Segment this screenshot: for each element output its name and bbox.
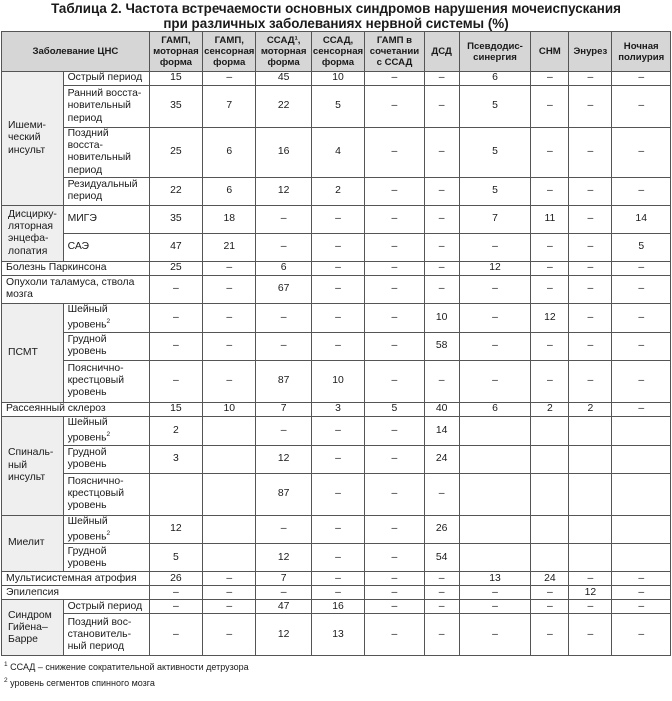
table-cell: –: [612, 128, 671, 178]
table-cell: –: [365, 473, 425, 515]
table-cell: –: [311, 332, 364, 360]
table-cell: 2: [531, 402, 569, 416]
table-cell: 12: [149, 515, 202, 544]
row-label: МИГЭ: [63, 205, 149, 233]
table-cell: 35: [149, 86, 202, 128]
table-cell: –: [203, 261, 256, 275]
table-cell: 12: [531, 303, 569, 332]
table-cell: –: [311, 416, 364, 445]
table-cell: 6: [459, 72, 531, 86]
table-cell: 15: [149, 402, 202, 416]
table-cell: 6: [459, 402, 531, 416]
table-cell: 18: [203, 205, 256, 233]
row-label: Острый период: [63, 600, 149, 614]
table-cell: –: [149, 360, 202, 402]
table-cell: –: [459, 600, 531, 614]
table-cell: –: [149, 332, 202, 360]
table-cell: –: [256, 416, 311, 445]
table-row: [2, 86, 671, 128]
table-cell: –: [203, 600, 256, 614]
table-cell: –: [531, 614, 569, 656]
row-label: Шейный уровень$^2$: [63, 303, 149, 332]
table-cell: –: [365, 515, 425, 544]
table-cell: –: [569, 233, 612, 261]
table-cell: 26: [424, 515, 459, 544]
table-cell: –: [612, 614, 671, 656]
table-cell: –: [203, 586, 256, 600]
table-row: [2, 72, 671, 86]
table-cell: [569, 445, 612, 473]
table-cell: –: [256, 205, 311, 233]
table-cell: [459, 515, 531, 544]
table-row: [2, 445, 671, 473]
table-cell: –: [569, 72, 612, 86]
table-cell: –: [569, 303, 612, 332]
table-cell: 16: [311, 600, 364, 614]
table-row: [2, 515, 671, 544]
table-cell: –: [531, 86, 569, 128]
row-label: Шейный уровень$^2$: [63, 416, 149, 445]
table-cell: –: [459, 586, 531, 600]
table-cell: 16: [256, 128, 311, 178]
table-cell: [203, 416, 256, 445]
row-label: Болезнь Паркинсона: [2, 261, 150, 275]
row-label: Мультисистемная атрофия: [2, 572, 150, 586]
table-cell: –: [531, 233, 569, 261]
table-cell: 58: [424, 332, 459, 360]
table-cell: 12: [256, 544, 311, 572]
table-cell: 5: [459, 177, 531, 205]
row-label: Резидуальный период: [63, 177, 149, 205]
table-cell: [531, 445, 569, 473]
row-label: Грудной уровень: [63, 544, 149, 572]
table-cell: –: [612, 586, 671, 600]
table-cell: –: [365, 416, 425, 445]
row-label: Грудной уровень: [63, 445, 149, 473]
table-cell: 47: [256, 600, 311, 614]
table-cell: 6: [203, 177, 256, 205]
footnote-mark: 2: [106, 529, 111, 537]
table-cell: –: [203, 360, 256, 402]
table-cell: 22: [256, 86, 311, 128]
table-cell: –: [256, 586, 311, 600]
table-cell: –: [569, 261, 612, 275]
table-cell: –: [311, 303, 364, 332]
table-row: [2, 402, 671, 416]
header-col: ССАД, сенсорная форма: [311, 32, 364, 72]
table-cell: –: [203, 614, 256, 656]
table-cell: –: [459, 275, 531, 303]
table-cell: 5: [149, 544, 202, 572]
table-cell: –: [424, 572, 459, 586]
title-line-1: Таблица 2. Частота встречаемости основных синдромов нарушения мочеиспускания: [51, 1, 621, 16]
table-cell: 14: [424, 416, 459, 445]
table-cell: –: [365, 72, 425, 86]
table-cell: 25: [149, 261, 202, 275]
table-cell: –: [459, 332, 531, 360]
table-row: [2, 205, 671, 233]
table-cell: 7: [256, 572, 311, 586]
header-col: Ночная полиурия: [612, 32, 671, 72]
table-row: [2, 128, 671, 178]
table-cell: –: [311, 205, 364, 233]
table-cell: –: [424, 614, 459, 656]
table-cell: 45: [256, 72, 311, 86]
table-cell: [531, 544, 569, 572]
table-cell: 3: [311, 402, 364, 416]
table-cell: –: [424, 205, 459, 233]
table-cell: –: [365, 233, 425, 261]
table-cell: –: [311, 233, 364, 261]
table-cell: –: [531, 128, 569, 178]
table-cell: –: [569, 614, 612, 656]
table-cell: –: [612, 261, 671, 275]
table-cell: 5: [311, 86, 364, 128]
table-cell: –: [612, 275, 671, 303]
table-cell: [149, 473, 202, 515]
table-cell: [203, 515, 256, 544]
table-cell: [531, 473, 569, 515]
table-cell: 5: [365, 402, 425, 416]
table-cell: –: [612, 402, 671, 416]
group-psmt: ПСМТ: [2, 303, 64, 402]
table-cell: –: [256, 515, 311, 544]
group-dyscirculatory: Дисцирку- ляторная энцефа- лопатия: [2, 205, 64, 261]
row-label: Рассеянный склероз: [2, 402, 150, 416]
row-label: Пояснично- крестцовый уровень: [63, 473, 149, 515]
header-col: СНМ: [531, 32, 569, 72]
table-cell: –: [531, 72, 569, 86]
table-cell: –: [424, 86, 459, 128]
table-cell: –: [612, 600, 671, 614]
table-cell: [203, 544, 256, 572]
table-cell: 87: [256, 473, 311, 515]
table-cell: –: [531, 177, 569, 205]
footnotes: [0, 658, 672, 690]
table-cell: [612, 544, 671, 572]
table-cell: 24: [531, 572, 569, 586]
table-cell: [459, 473, 531, 515]
table-cell: 47: [149, 233, 202, 261]
table-cell: 54: [424, 544, 459, 572]
table-cell: –: [203, 303, 256, 332]
table-cell: –: [424, 261, 459, 275]
table-cell: 12: [256, 614, 311, 656]
table-title: [0, 0, 672, 31]
table-cell: –: [459, 360, 531, 402]
header-col: ДСД: [424, 32, 459, 72]
table-cell: –: [149, 586, 202, 600]
table-cell: –: [365, 205, 425, 233]
table-cell: –: [612, 177, 671, 205]
table-cell: –: [424, 473, 459, 515]
title-line-2: при различных заболеваниях нервной системы (%): [163, 16, 509, 31]
table-cell: –: [531, 360, 569, 402]
table-cell: 21: [203, 233, 256, 261]
table-cell: –: [531, 332, 569, 360]
table-cell: [569, 473, 612, 515]
table-cell: –: [569, 275, 612, 303]
row-label: Острый период: [63, 72, 149, 86]
table-row: [2, 572, 671, 586]
table-row: [2, 544, 671, 572]
table-row: [2, 586, 671, 600]
table-cell: –: [311, 586, 364, 600]
table-cell: 2: [569, 402, 612, 416]
row-label: Ранний восста- новительный период: [63, 86, 149, 128]
table-cell: 12: [256, 177, 311, 205]
table-cell: 5: [459, 86, 531, 128]
table-cell: 26: [149, 572, 202, 586]
table-cell: [531, 515, 569, 544]
table-cell: –: [256, 303, 311, 332]
table-cell: [612, 515, 671, 544]
table-cell: –: [424, 72, 459, 86]
table-cell: 35: [149, 205, 202, 233]
header-col: Энурез: [569, 32, 612, 72]
table-cell: 12: [256, 445, 311, 473]
table-cell: 2: [311, 177, 364, 205]
table-cell: –: [424, 128, 459, 178]
table-cell: 5: [459, 128, 531, 178]
table-cell: [569, 544, 612, 572]
table-cell: –: [365, 128, 425, 178]
table-cell: –: [612, 360, 671, 402]
table-row: [2, 261, 671, 275]
table-cell: –: [311, 445, 364, 473]
header-disease: Заболевание ЦНС: [2, 32, 150, 72]
table-cell: –: [569, 600, 612, 614]
table-row: [2, 275, 671, 303]
table-cell: 12: [459, 261, 531, 275]
header-row: [2, 32, 671, 72]
footnote-mark: 2: [106, 318, 111, 326]
header-col: ГАМП, сенсорная форма: [203, 32, 256, 72]
table-row: [2, 360, 671, 402]
table-cell: –: [365, 360, 425, 402]
header-col: ГАМП, моторная форма: [149, 32, 202, 72]
table-cell: –: [569, 360, 612, 402]
table-cell: –: [149, 614, 202, 656]
header-col: Псевдодис- синергия: [459, 32, 531, 72]
table-cell: –: [365, 86, 425, 128]
table-cell: –: [424, 275, 459, 303]
table-cell: 2: [149, 416, 202, 445]
table-cell: [531, 416, 569, 445]
table-cell: –: [365, 177, 425, 205]
table-cell: [612, 473, 671, 515]
table-cell: [569, 416, 612, 445]
table-cell: 7: [203, 86, 256, 128]
table-cell: 87: [256, 360, 311, 402]
row-label: Эпилепсия: [2, 586, 150, 600]
table-cell: –: [149, 275, 202, 303]
table-cell: –: [365, 586, 425, 600]
table-cell: 7: [459, 205, 531, 233]
table-cell: –: [569, 177, 612, 205]
table-cell: –: [424, 600, 459, 614]
row-label: Поздний восста- новительный период: [63, 128, 149, 178]
table-row: [2, 332, 671, 360]
table-cell: –: [569, 86, 612, 128]
row-label: Пояснично- крестцовый уровень: [63, 360, 149, 402]
table-cell: [569, 515, 612, 544]
table-cell: 40: [424, 402, 459, 416]
table-cell: –: [365, 614, 425, 656]
table-cell: 10: [424, 303, 459, 332]
group-guillain-barre: Синдром Гийена– Барре: [2, 600, 64, 656]
table-cell: 22: [149, 177, 202, 205]
table-cell: –: [203, 572, 256, 586]
table-cell: –: [531, 261, 569, 275]
table-cell: –: [531, 600, 569, 614]
table-cell: 5: [612, 233, 671, 261]
table-cell: 15: [149, 72, 202, 86]
table-cell: –: [365, 275, 425, 303]
table-cell: –: [365, 303, 425, 332]
table-cell: –: [256, 233, 311, 261]
data-table: [1, 31, 671, 656]
table-cell: 12: [569, 586, 612, 600]
table-cell: –: [149, 303, 202, 332]
row-label: Опухоли таламуса, ствола мозга: [2, 275, 150, 303]
table-cell: –: [424, 360, 459, 402]
footnote-2: $^2$ уровень сегментов спинного мозга: [4, 677, 155, 689]
table-cell: –: [612, 72, 671, 86]
table-cell: 6: [203, 128, 256, 178]
table-cell: 11: [531, 205, 569, 233]
table-cell: –: [569, 332, 612, 360]
header-col: ССАД¹, моторная форма: [256, 32, 311, 72]
table-cell: [612, 445, 671, 473]
table-cell: 14: [612, 205, 671, 233]
table-cell: –: [311, 261, 364, 275]
row-label: Грудной уровень: [63, 332, 149, 360]
table-cell: [459, 445, 531, 473]
table-cell: [459, 416, 531, 445]
table-cell: –: [459, 233, 531, 261]
footnote-mark: 2: [106, 430, 111, 438]
table-row: [2, 614, 671, 656]
table-cell: –: [311, 572, 364, 586]
group-spinal-stroke: Спиналь- ный инсульт: [2, 416, 64, 515]
table-cell: –: [424, 586, 459, 600]
table-cell: –: [612, 572, 671, 586]
table-cell: 10: [311, 72, 364, 86]
table-cell: 7: [256, 402, 311, 416]
table-cell: –: [256, 332, 311, 360]
table-cell: –: [531, 586, 569, 600]
table-cell: –: [311, 544, 364, 572]
table-cell: –: [149, 600, 202, 614]
table-cell: –: [203, 72, 256, 86]
row-label: САЭ: [63, 233, 149, 261]
table-cell: –: [365, 600, 425, 614]
table-cell: –: [531, 275, 569, 303]
footnote-1: $^1$ ССАД – снижение сократительной активности детрузора: [4, 661, 249, 673]
table-cell: –: [311, 515, 364, 544]
row-label: Поздний вос- становитель- ный период: [63, 614, 149, 656]
table-cell: –: [203, 275, 256, 303]
table-cell: –: [311, 275, 364, 303]
table-cell: –: [424, 177, 459, 205]
row-label: Шейный уровень$^2$: [63, 515, 149, 544]
table-cell: –: [612, 86, 671, 128]
table-cell: 10: [311, 360, 364, 402]
table-cell: –: [365, 544, 425, 572]
table-row: [2, 600, 671, 614]
table-row: [2, 416, 671, 445]
header-col: ГАМП в сочетании с ССАД: [365, 32, 425, 72]
table-cell: –: [365, 445, 425, 473]
group-ischemic: Ишеми- ческий инсульт: [2, 72, 64, 206]
table-cell: 24: [424, 445, 459, 473]
table-cell: –: [365, 572, 425, 586]
table-row: [2, 177, 671, 205]
table-cell: –: [612, 303, 671, 332]
table-cell: 25: [149, 128, 202, 178]
table-cell: 3: [149, 445, 202, 473]
table-cell: –: [569, 572, 612, 586]
table-cell: –: [459, 303, 531, 332]
table-cell: –: [459, 614, 531, 656]
table-cell: –: [203, 332, 256, 360]
table-cell: 13: [459, 572, 531, 586]
table-row: [2, 473, 671, 515]
table-cell: –: [365, 332, 425, 360]
table-cell: [612, 416, 671, 445]
table-cell: 67: [256, 275, 311, 303]
table-cell: 10: [203, 402, 256, 416]
table-row: [2, 233, 671, 261]
table-cell: [459, 544, 531, 572]
table-cell: –: [612, 332, 671, 360]
table-cell: [203, 473, 256, 515]
table-row: [2, 303, 671, 332]
group-myelitis: Миелит: [2, 515, 64, 572]
table-cell: –: [365, 261, 425, 275]
table-cell: 6: [256, 261, 311, 275]
table-cell: 13: [311, 614, 364, 656]
table-cell: –: [569, 205, 612, 233]
table-cell: –: [311, 473, 364, 515]
table-cell: [203, 445, 256, 473]
table-cell: –: [424, 233, 459, 261]
table-cell: 4: [311, 128, 364, 178]
table-cell: –: [569, 128, 612, 178]
